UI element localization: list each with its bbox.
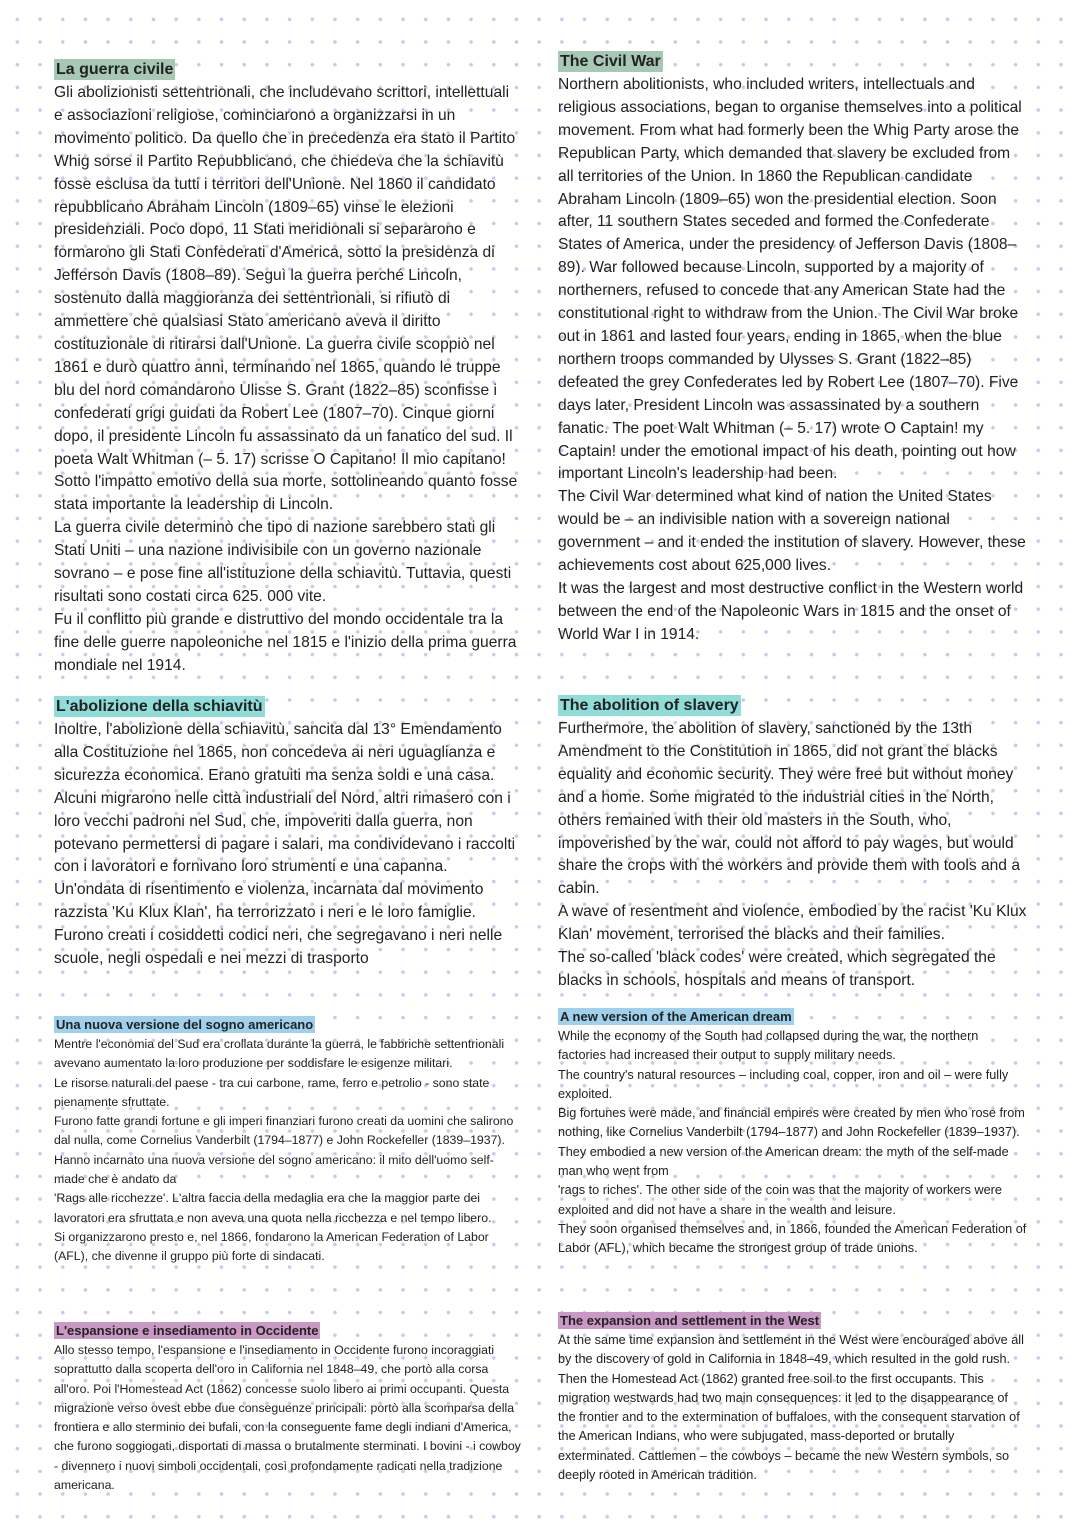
it-dream-paragraph: 'Rags alle ricchezze'. L'altra faccia della medaglia era che la maggior parte dei lavoratori era sfruttata e non aveva una quota nella ricchezza e nel tempo libero. <box>54 1191 492 1225</box>
it-dream-paragraph: Furono fatte grandi fortune e gli imperi finanziari furono creati da uomini che salirono dal nulla, come Cornelius Vanderbilt (1794–1877) e John Rockefeller (1839–1937). Hanno incarnato una nuova versione del sogno americano: il mito dell'uomo self-made che è andato da <box>54 1114 514 1187</box>
en-abolition-title: The abolition of slavery <box>560 697 739 714</box>
en-abolition-paragraph: Furthermore, the abolition of slavery, sanctioned by the 13th Amendment to the Constitution in 1865, did not grant the blacks equality and economic security. They were free but without money and a home. Some migrated to the industrial cities in the North, others remained with their old masters in the South, who, impoverished by the war, could not afford to pay wages, but would share the crops with the workers and provide them with tools and a cabin. <box>558 720 1020 898</box>
it-abolition-section <box>54 696 522 971</box>
en-dream-paragraph: The country's natural resources – including coal, copper, iron and oil – were fully exploited. <box>558 1067 1009 1101</box>
en-dream-paragraph: While the economy of the South had collapsed during the war, the northern factories had increased their output to supply military needs. <box>558 1029 979 1063</box>
it-abolition-title: L'abolizione della schiavitù <box>56 698 263 715</box>
en-civil-war-title: The Civil War <box>560 53 661 70</box>
en-west-section <box>558 1312 1028 1485</box>
it-west-paragraph: Allo stesso tempo, l'espansione e l'insediamento in Occidente furono incoraggiati soprattutto dalla scoperta dell'oro in California nel 1848–49, che portò alla corsa all'oro. Poi l'Homestead Act (1862) concesse suolo libero ai primi occupanti. Questa migrazione verso ovest ebbe due conseguenze principali: portò alla scomparsa della frontiera e allo sterminio dei bufali, con la conseguente fame degli indiani d'America, che furono soggiogati, disportati di massa o brutalmente sterminati. I bovini - i cowboy - divennero i nuovi simboli occidentali, così profondamente radicati nella tradizione americana. <box>54 1343 521 1493</box>
it-civil-war-title: La guerra civile <box>56 61 174 78</box>
it-dream-paragraph: Mentre l'economia del Sud era crollata durante la guerra, le fabbriche settentrionali avevano aumentato la loro produzione per soddisfare le esigenze militari. <box>54 1037 505 1071</box>
it-dream-section <box>54 1016 522 1267</box>
it-abolition-paragraph: Un'ondata di risentimento e violenza, incarnata dal movimento razzista 'Ku Klux Klan', ha terrorizzato i neri e le loro famiglie. Furono creati i cosiddetti codici neri, che segregavano i neri nelle scuole, negli ospedali e nei mezzi di trasporto <box>54 881 503 968</box>
en-west-paragraph: At the same time expansion and settlement in the West were encouraged above all by the discovery of gold in California in 1848–49, which resulted in the gold rush. Then the Homestead Act (1862) granted free soil to the first occupants. This migration westwards had two main consequences: it led to the disappearance of the frontier and to the extermination of buffaloes, with the consequent starvation of the American Indians, who were subjugated, mass-deported or brutally exterminated. Cattlemen – the cowboys – became the new Western symbols, so deeply rooted in American tradition. <box>558 1333 1024 1483</box>
en-dream-section <box>558 1008 1028 1259</box>
en-civil-war-section <box>558 51 1028 647</box>
it-civil-war-paragraph: Fu il conflitto più grande e distruttivo del mondo occidentale tra la fine delle guerre napoleoniche nel 1815 e l'inizio della prima guerra mondiale nel 1914. <box>54 610 517 674</box>
en-abolition-paragraph: A wave of resentment and violence, embodied by the racist 'Ku Klux Klan' movement, terrorised the blacks and their families. <box>558 903 1027 944</box>
en-abolition-section <box>558 695 1028 993</box>
en-dream-paragraph: Big fortunes were made, and financial empires were created by men who rose from nothing, like Cornelius Vanderbilt (1794–1877) and John Rockefeller (1839–1937). They embodied a new version of the American dream: the myth of the self-made man who went from <box>558 1106 1025 1179</box>
it-dream-paragraph: Le risorse naturali del paese - tra cui carbone, rame, ferro e petrolio - sono state pienamente sfruttate. <box>54 1075 490 1109</box>
it-west-section <box>54 1322 522 1495</box>
en-west-title: The expansion and settlement in the West <box>560 1313 820 1328</box>
en-dream-paragraph: 'rags to riches'. The other side of the coin was that the majority of workers were exploited and did not have a share in the wealth and leisure. <box>558 1183 1002 1217</box>
it-civil-war-section <box>54 59 522 678</box>
it-west-title: L'espansione e insediamento in Occidente <box>56 1323 319 1338</box>
en-abolition-paragraph: The so-called 'black codes' were created, which segregated the blacks in schools, hospitals and means of transport. <box>558 949 996 989</box>
en-civil-war-paragraph: Northern abolitionists, who included writers, intellectuals and religious associations, began to organise themselves into a political movement. From what had formerly been the Whig Party arose the Republican Party, which demanded that slavery be excluded from all territories of the Union. In 1860 the Republican candidate Abraham Lincoln (1809–65) won the presidential election. Soon after, 11 southern States seceded and formed the Confederate States of America, under the presidency of Jefferson Davis (1808–89). War followed because Lincoln, supported by a majority of northerners, refused to concede that any American State had the constitutional right to withdraw from the Union. The Civil War broke out in 1861 and lasted four years, ending in 1865, when the blue northern troops commanded by Ulysses S. Grant (1822–85) defeated the grey Confederates led by Robert Lee (1807–70). Five days later, President Lincoln was assassinated by a southern fanatic. The poet Walt Whitman (– 5. 17) wrote O Captain! my Captain! under the emotional impact of his death, pointing out how important Lincoln's leadership had been. <box>558 76 1022 483</box>
it-dream-title: Una nuova versione del sogno americano <box>56 1017 314 1032</box>
en-civil-war-paragraph: It was the largest and most destructive conflict in the Western world between the end of the Napoleonic Wars in 1815 and the onset of World War I in 1914. <box>558 579 1024 643</box>
en-civil-war-paragraph: The Civil War determined what kind of nation the United States would be – an indivisible nation with a sovereign national government – and it ended the institution of slavery. However, these achievements cost about 625,000 lives. <box>558 488 1026 575</box>
it-abolition-paragraph: Inoltre, l'abolizione della schiavitù, sancita dal 13° Emendamento alla Costituzione nel 1865, non concedeva ai neri uguaglianza e sicurezza economica. Erano gratuiti ma senza soldi e una casa. Alcuni migrarono nelle città industriali del Nord, altri rimasero con i loro vecchi padroni nel Sud, che, impoveriti dalla guerra, non potevano permettersi di pagare i salari, ma condividevano i raccolti con i lavoratori e fornivano loro strumenti e una capanna. <box>54 721 516 876</box>
en-dream-title: A new version of the American dream <box>560 1009 792 1024</box>
it-civil-war-paragraph: La guerra civile determinò che tipo di nazione sarebbero stati gli Stati Uniti – una nazione indivisibile con un governo nazionale sovrano – e pose fine all'istituzione della schiavitù. Tuttavia, questi risultati sono costati circa 625. 000 vite. <box>54 519 512 605</box>
en-dream-paragraph: They soon organised themselves and, in 1866, founded the American Federation of Labor (AFL), which became the strongest group of trade unions. <box>558 1221 1027 1256</box>
it-civil-war-paragraph: Gli abolizionisti settentrionali, che includevano scrittori, intellettuali e associazioni religiose, cominciarono a organizzarsi in un movimento politico. Da quello che in precedenza era stato il Partito Whig sorse il Partito Repubblicano, che chiedeva che la schiavitù fosse esclusa da tutti i territori dell'Unione. Nel 1860 il candidato repubblicano Abraham Lincoln (1809–65) vinse le elezioni presidenziali. Poco dopo, 11 Stati meridionali si separarono e formarono gli Stati Confederati d'America, sotto la presidenza di Jefferson Davis (1808–89). Seguì la guerra perché Lincoln, sostenuto dalla maggioranza dei settentrionali, si rifiutò di ammettere che qualsiasi Stato americano aveva il diritto costituzionale di ritirarsi dall'Unione. La guerra civile scoppiò nel 1861 e durò quattro anni, terminando nel 1865, quando le truppe blu del nord comandarono Ulisse S. Grant (1822–85) sconfisse i confederati grigi guidati da Robert Lee (1807–70). Cinque giorni dopo, il presidente Lincoln fu assassinato da un fanatico del sud. Il poeta Walt Whitman (– 5. 17) scrisse O Capitano! Il mio capitano! Sotto l'impatto emotivo della sua morte, sottolineando quanto fosse stata importante la leadership di Lincoln. <box>54 84 518 514</box>
it-dream-paragraph: Si organizzarono presto e, nel 1866, fondarono la American Federation of Labor (AFL), che divenne il gruppo più forte di sindacati. <box>54 1229 489 1264</box>
